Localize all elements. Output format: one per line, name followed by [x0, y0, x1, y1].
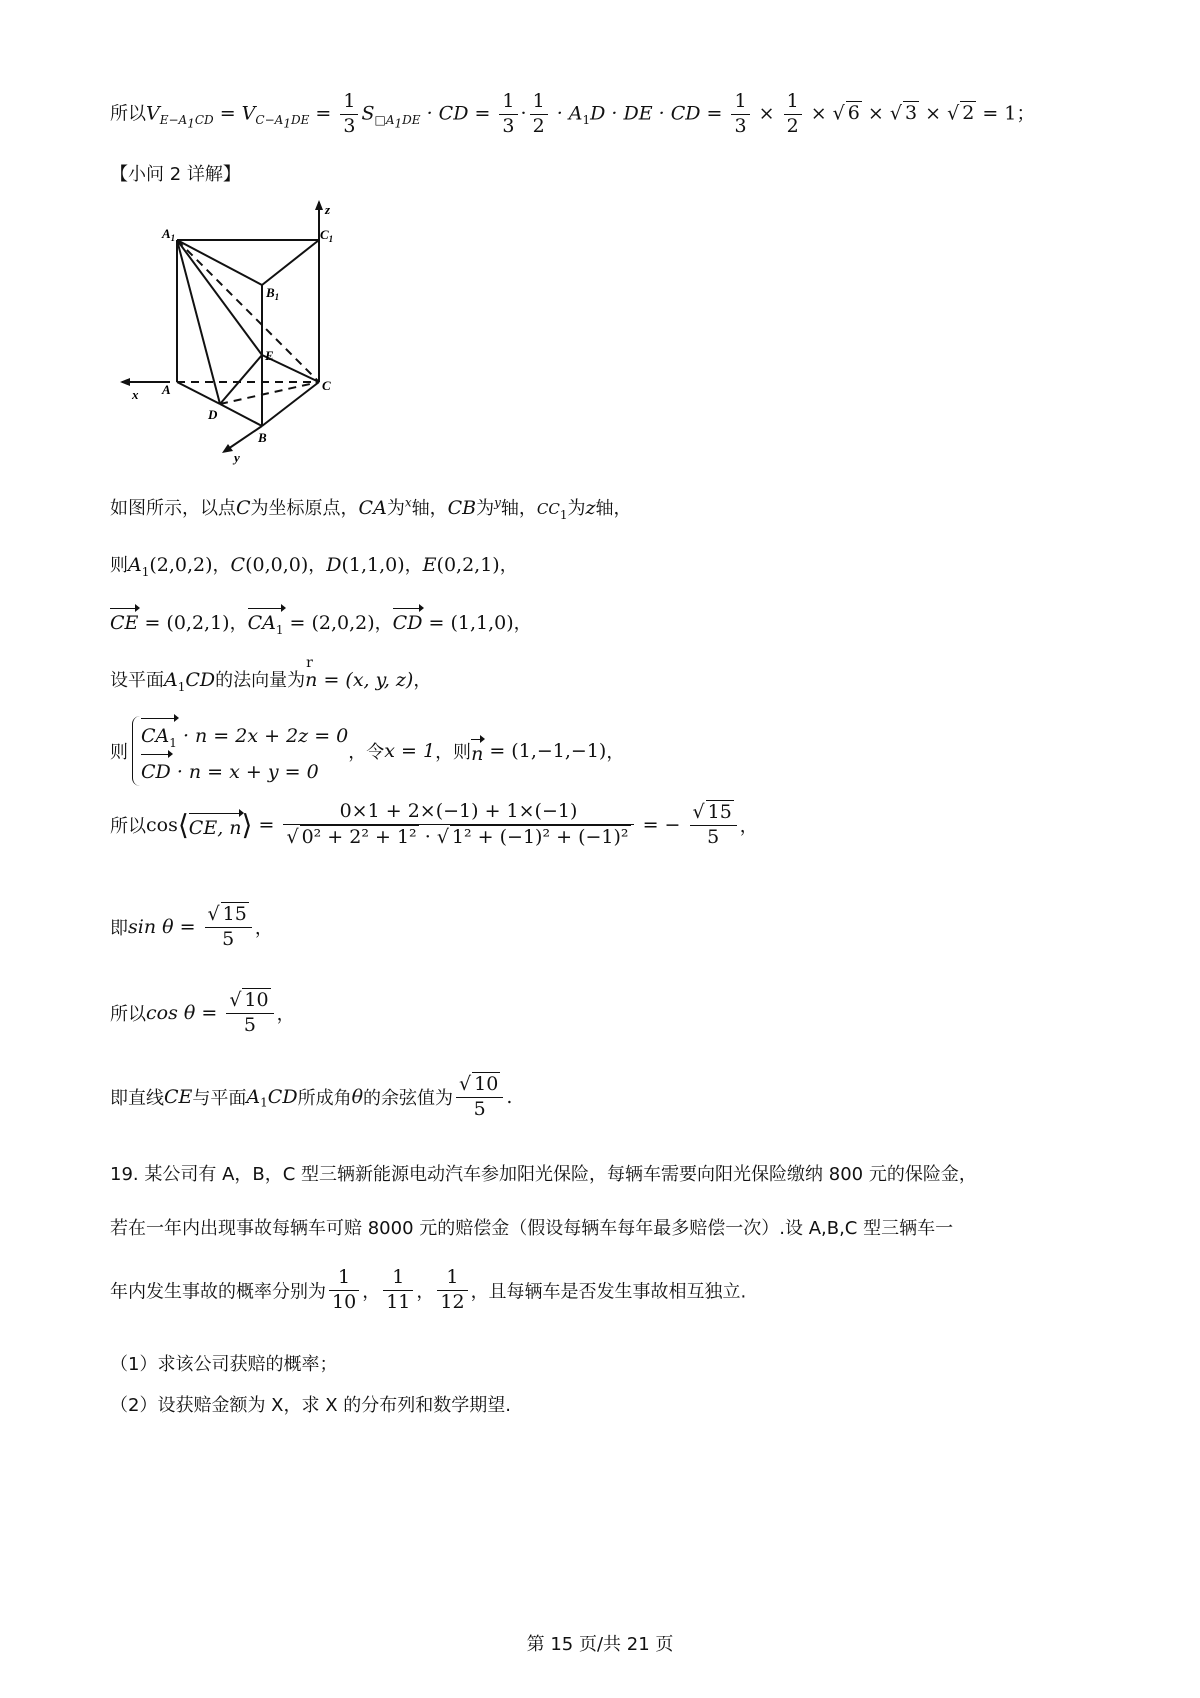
coord-setup-line	[110, 494, 632, 522]
cos-neg: = −	[636, 813, 687, 836]
sep-2: ，	[308, 555, 327, 576]
times-1: ×	[752, 102, 781, 125]
frac-1-11: $\frac{1}{11}$	[383, 1266, 413, 1315]
normal-text-2: 的法向量为	[215, 670, 306, 691]
sin-prefix: 即	[110, 917, 128, 939]
coord-text-4: 轴，	[411, 498, 448, 519]
prism-figure	[112, 200, 372, 470]
coord-cc: CC	[536, 500, 560, 518]
normal-end: ，	[413, 670, 432, 691]
cos2-prefix: 所以	[110, 1003, 146, 1025]
coord-text-7: 为	[567, 498, 586, 519]
edge-a1-c-dashed	[177, 240, 319, 382]
vector-ce: CE	[110, 606, 138, 634]
volume-formula-line: 所以$V_{E-A_1CD} = V_{C-A_1DE}$ = $\frac{1}{3}$ $S_{□A_1DE}$ · CD = $\frac{1}{3}$ · $\frac{1}{2}$ · $A_1D$ · DE · CD = $\frac{1}{3}$ × $\frac{1}{2}$ × √ 6 × √ 3 × √ 2 = 1；	[110, 90, 1036, 137]
concl-text-4: 的余弦值为	[363, 1087, 454, 1109]
x-arrowhead	[120, 378, 130, 386]
point-d-val: (1,1,0)	[341, 554, 405, 576]
normal-cd: CD	[185, 669, 216, 691]
point-a1: A	[128, 554, 142, 576]
sep-3: ，	[404, 555, 423, 576]
cos-fraction: $\frac{0\times 1 + 2\times(-1) + 1\times(-1)}{\text{√ 0² + 2² + 1² · √ 1² + (−1)² + (−1)²}}$	[283, 800, 633, 850]
p19-sep-2: ，	[416, 1281, 435, 1303]
normal-n-symbol: r n	[305, 655, 318, 691]
sqrt-6: 6	[847, 102, 860, 125]
edge-a-d	[177, 382, 220, 404]
frac-cos2: $\frac{√ 10}{5}$	[226, 988, 273, 1038]
normal-vector-line	[110, 655, 432, 694]
normal-text-1: 设平面	[110, 670, 164, 691]
system-n: n	[471, 737, 483, 765]
normal-a1-sub: 1	[177, 679, 186, 694]
point-d: D	[326, 554, 342, 576]
times-4: ×	[919, 102, 948, 125]
s-sub: □A1DE	[374, 113, 421, 131]
v-sub-a: E−A1CD	[159, 113, 214, 131]
coord-text-2: 为坐标原点，	[250, 498, 359, 519]
problem19-q1: （1）求该公司获赔的概率；	[110, 1354, 338, 1375]
right-angle: ⟩	[241, 808, 253, 842]
fraction-one-half-b: $\frac{1}{2}$	[784, 90, 802, 139]
vectors-end: ，	[513, 613, 532, 634]
left-angle: ⟨	[177, 808, 189, 842]
conclusion-line	[110, 1072, 512, 1122]
concl-text-2: 与平面	[192, 1087, 247, 1109]
section-heading: 【小问 2 详解】	[110, 164, 241, 185]
v-symbol: V	[146, 102, 160, 125]
times-3: ×	[861, 102, 890, 125]
system-end: ，	[606, 742, 625, 764]
fraction-one-third-c: $\frac{1}{3}$	[731, 90, 749, 139]
cos-inner: CE, n	[189, 811, 242, 839]
point-e-val: (0,2,1)	[436, 554, 500, 576]
system-n-val: = (1,−1,−1)	[483, 740, 607, 763]
vector-ca1-val: = (2,0,2)	[283, 612, 375, 634]
y-axis	[225, 426, 262, 451]
equation-1: $CA_1 \cdot n = 2x + 2z = 0$	[141, 716, 348, 752]
coord-text-1: 如图所示，以点	[110, 498, 236, 519]
cos2-expr: cos θ =	[146, 1001, 224, 1024]
edge-d-b	[220, 404, 262, 426]
problem19-q2: （2）设获赔金额为 X，求 X 的分布列和数学期望.	[110, 1395, 511, 1416]
point-a1-sub: 1	[141, 564, 150, 579]
vector-cd: CD	[393, 606, 423, 634]
point-c: C	[230, 554, 246, 576]
fraction-one-half: $\frac{1}{2}$	[530, 90, 548, 139]
concl-text-3: 所成角	[297, 1087, 352, 1109]
label-b1: $B_1$	[266, 285, 280, 302]
mid-text: · A	[550, 102, 583, 125]
sqrt-3: 3	[904, 102, 918, 125]
coord-cb: CB	[447, 497, 477, 519]
point-c-val: (0,0,0)	[245, 554, 309, 576]
frac-concl: $\frac{√ 10}{5}$	[456, 1072, 503, 1122]
p19-suffix: ，且每辆车是否发生事故相互独立.	[470, 1281, 747, 1303]
label-y: y	[234, 450, 240, 465]
label-z: z	[325, 202, 331, 217]
concl-ce: CE	[164, 1085, 193, 1108]
vector-cd-val: = (1,1,0)	[422, 612, 514, 634]
fraction-one-third: $\frac{1}{3}$	[340, 90, 358, 139]
system-x-eq: x = 1	[384, 740, 436, 763]
label-x: x	[132, 387, 139, 402]
cos2-end: ，	[276, 1003, 295, 1025]
z-arrowhead	[315, 200, 323, 210]
coord-x: x	[404, 495, 412, 510]
label-a: A	[162, 382, 171, 397]
p19-sep-1: ，	[362, 1281, 381, 1303]
sep-1: ，	[212, 555, 231, 576]
vsep-2: ，	[374, 613, 393, 634]
times-2: ×	[804, 102, 833, 125]
coord-z: z	[585, 497, 596, 519]
vsep-1: ，	[229, 613, 248, 634]
vectors-line	[110, 606, 532, 637]
cos-formula-line: 所以cos⟨CE, n⟩ = $\frac{0\times 1 + 2\times(-1) + 1\times(-1)}{\text{√ 0² + 2² + 1² · √ 1² + (−1)² + (−1)²}}$ = − $\frac{√ 15}{5}$ ，	[110, 800, 758, 848]
sqrt-2: 2	[962, 102, 975, 125]
prefix-text: 所以	[110, 103, 146, 125]
mid-tail: D · DE · CD =	[590, 102, 729, 125]
cos-word: cos	[146, 813, 178, 836]
problem19-line2: 若在一年内出现事故每辆车可赔 8000 元的赔偿金（假设每辆车每年最多赔偿一次）.设 A,B,C 型三辆车一	[110, 1218, 954, 1239]
coord-cc-sub: 1	[559, 507, 568, 522]
point-e: E	[422, 554, 437, 576]
system-mid: ，令	[348, 742, 385, 764]
p19-prefix: 年内发生事故的概率分别为	[110, 1281, 326, 1303]
v-eq: = V	[213, 102, 256, 125]
coord-text-6: 轴，	[500, 498, 537, 519]
label-a1: $A_1$	[162, 226, 176, 243]
concl-a1: A	[246, 1085, 261, 1108]
concl-text-1: 即直线	[110, 1087, 164, 1109]
s-symbol: S	[361, 102, 375, 125]
label-d: D	[208, 407, 218, 422]
cd-text: · CD =	[420, 102, 497, 125]
edge-a1-b1	[177, 240, 262, 285]
v-sub-b: C−A1DE	[255, 113, 310, 131]
y-arrowhead	[222, 444, 233, 453]
coord-y: y	[494, 495, 501, 510]
fraction-one-third-b: $\frac{1}{3}$	[499, 90, 517, 139]
frac-1-10: $\frac{1}{10}$	[329, 1266, 359, 1315]
concl-cd: CD	[267, 1085, 298, 1108]
vector-ca1: $CA_1$	[248, 606, 284, 637]
edge-d-e	[220, 355, 262, 404]
sin-expr: sin θ =	[128, 915, 202, 938]
mid-sub: 1	[582, 113, 591, 128]
coord-text-3: 为	[386, 498, 405, 519]
cos-end: ，	[739, 815, 758, 837]
problem19-line3	[110, 1266, 746, 1315]
cos-prefix: 所以	[110, 815, 146, 837]
frac-sqrt15-5: $\frac{√ 15}{5}$	[690, 800, 737, 850]
problem19-line1: 19. 某公司有 A，B，C 型三辆新能源电动汽车参加阳光保险，每辆车需要向阳光保险缴纳 800 元的保险金，	[110, 1164, 977, 1185]
label-e: E	[265, 348, 274, 363]
sin-end: ，	[254, 917, 273, 939]
label-c1: $C_1$	[320, 227, 334, 244]
points-end: ，	[499, 555, 518, 576]
coord-ca: CA	[358, 497, 387, 519]
normal-val: = (x, y, z)	[317, 669, 414, 691]
edge-a1-d	[177, 240, 220, 404]
cos-theta-line	[110, 988, 295, 1038]
system-mid2: ，则	[435, 742, 472, 764]
points-line	[110, 551, 518, 579]
vector-ce-val: = (0,2,1)	[138, 612, 230, 634]
concl-end: .	[506, 1085, 513, 1108]
concl-a1-sub: 1	[260, 1095, 268, 1110]
equation-system-line	[110, 716, 624, 786]
normal-a1: A	[164, 669, 178, 691]
system-prefix: 则	[110, 742, 128, 764]
frac-sin: $\frac{√ 15}{5}$	[205, 902, 252, 952]
equation-system	[132, 716, 348, 786]
label-b: B	[258, 430, 267, 445]
end-text: = 1；	[976, 102, 1036, 125]
frac-1-12: $\frac{1}{12}$	[437, 1266, 467, 1315]
coord-text-8: 轴，	[595, 498, 632, 519]
edge-a1-e	[177, 240, 262, 355]
label-c: C	[322, 378, 331, 393]
equation-2: CD · n = x + y = 0	[141, 752, 348, 787]
concl-theta: θ	[351, 1085, 364, 1108]
coord-c: C	[236, 497, 251, 519]
sin-line	[110, 902, 273, 952]
page-footer: 第 15 页/共 21 页	[526, 1634, 674, 1655]
edge-c1-b1	[262, 240, 319, 285]
coord-text-5: 为	[476, 498, 495, 519]
points-prefix: 则	[110, 555, 128, 576]
point-a1-val: (2,0,2)	[149, 554, 213, 576]
